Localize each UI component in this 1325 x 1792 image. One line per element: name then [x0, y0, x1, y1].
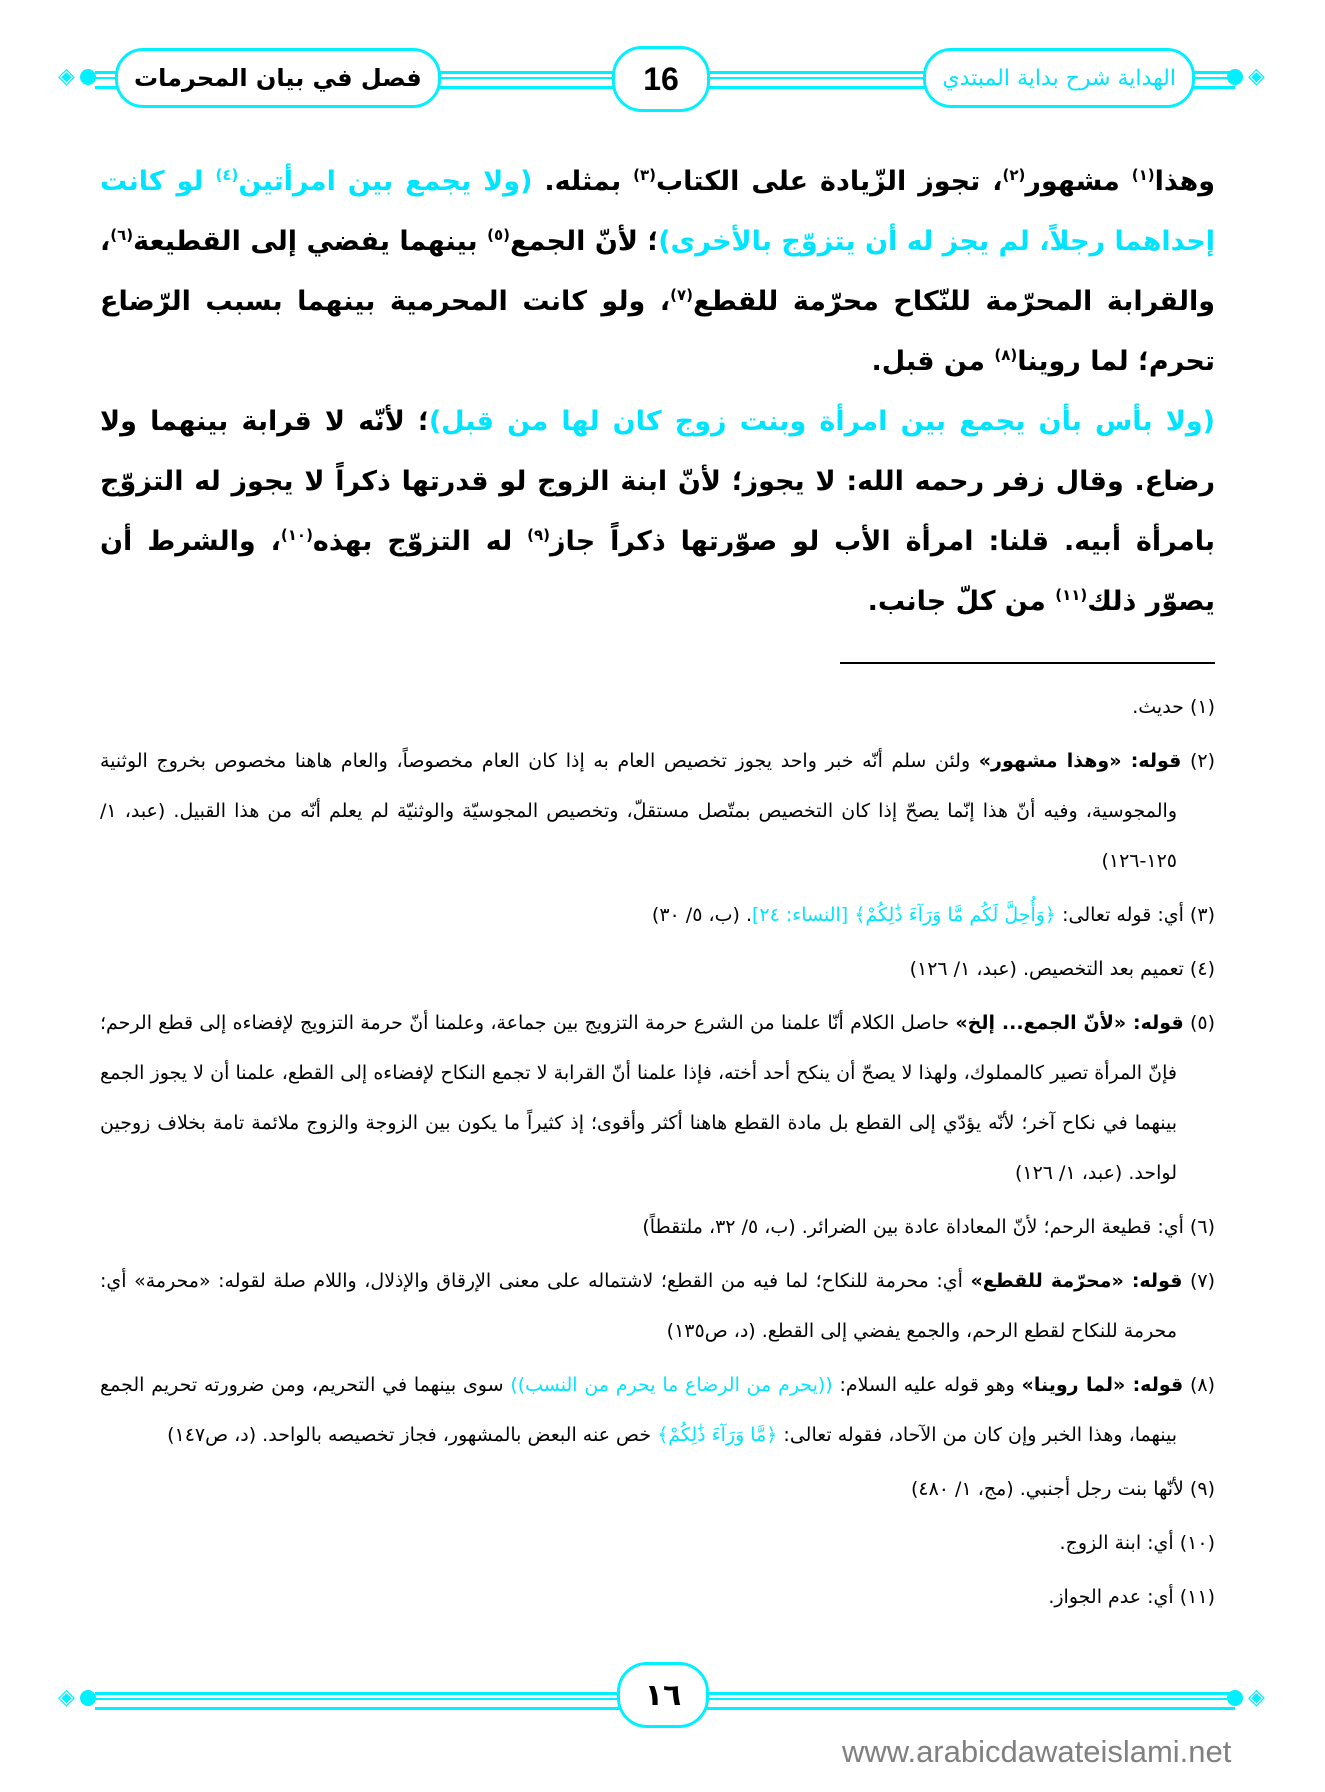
footnote	[100, 1256, 1215, 1356]
footnote-ref: (٦)	[110, 226, 134, 244]
footer-page-number: ١٦	[644, 1677, 682, 1713]
ornament-knot-icon	[80, 1690, 96, 1706]
footer-page-number-badge	[617, 1662, 709, 1728]
footnote-ref: (١)	[1131, 166, 1155, 184]
footnote-ref: (٨)	[994, 346, 1018, 364]
footnote	[100, 1572, 1215, 1622]
footnote-ref: (٩)	[527, 526, 551, 544]
highlighted-text: ((يحرم من الرضاع ما يحرم من النسب))	[510, 1374, 833, 1396]
text-segment: (٥)	[1183, 1012, 1216, 1034]
text-segment: (٤) تعميم بعد التخصيص. (عبد، ١/ ١٢٦)	[909, 958, 1215, 980]
text-segment: ؛ لأنّه لا قرابة بينهما ولا رضاع. وقال زفر رحمه الله: لا يجوز؛ لأنّ ابنة الزوج لو قدرتها ذكراً لا يجوز له التزوّج بامرأة أبيه. قلنا: امرأة الأب لو صوّرتها ذكراً جاز	[100, 406, 1215, 557]
text-segment: (٢)	[1181, 750, 1215, 772]
text-segment: مشهور	[1025, 166, 1132, 197]
footer-ornament	[0, 1662, 1325, 1792]
website-url: www.arabicdawateislami.net	[842, 1734, 1232, 1769]
text-segment: (١) حديث.	[1132, 696, 1215, 718]
footnote	[100, 736, 1215, 886]
text-segment: أي: محرمة للنكاح؛ لما فيه من القطع؛ لاشتماله على معنى الإرقاق والإذلال، واللام صلة لقوله: «محرمة» أي: محرمة للنكاح لقطع الرحم، والجمع يفضي إلى القطع. (د، ص١٣٥)	[100, 1270, 1177, 1342]
footnotes	[100, 682, 1215, 1622]
footnote	[100, 682, 1215, 732]
text-segment: (٨)	[1183, 1374, 1216, 1396]
bold-lemma: قوله: «لأنّ الجمع... إلخ»	[955, 1012, 1184, 1034]
bold-lemma: قوله: «محرّمة للقطع»	[970, 1270, 1183, 1292]
book-title: الهداية شرح بداية المبتدي	[942, 65, 1176, 91]
footnote	[100, 1202, 1215, 1252]
ornament-end-icon: ◈	[58, 1685, 75, 1710]
footnote-ref: (١١)	[1055, 586, 1088, 604]
ornament-knot-icon	[1227, 1690, 1243, 1706]
footnote	[100, 998, 1215, 1198]
text-segment: له التزوّج بهذه	[312, 526, 528, 557]
text-segment: بينهما يفضي إلى القطيعة	[133, 226, 488, 257]
text-segment: (١١) أي: عدم الجواز.	[1048, 1586, 1215, 1608]
text-segment: بمثله.	[532, 166, 634, 197]
text-segment: (٦) أي: قطيعة الرحم؛ لأنّ المعاداة عادة بين الضرائر. (ب، ٥/ ٣٢، ملتقطاً)	[642, 1216, 1215, 1238]
text-segment: (٣) أي: قوله تعالى:	[1056, 904, 1215, 926]
text-segment: من قبل.	[871, 346, 995, 377]
text-segment: (٧)	[1182, 1270, 1215, 1292]
footnote	[100, 944, 1215, 994]
footnote	[100, 1360, 1215, 1460]
highlighted-text: ﴿مَّا وَرَآءَ ذَٰلِكُمْ﴾	[657, 1424, 778, 1446]
text-segment: وهو قوله عليه السلام:	[832, 1374, 1022, 1396]
footnote-ref: (٣)	[633, 166, 657, 184]
highlighted-text: (ولا بأس بأن يجمع بين امرأة وبنت زوج كان لها من قبل)	[428, 406, 1215, 437]
footnote-ref: (٢)	[1002, 166, 1026, 184]
main-text	[100, 152, 1215, 632]
footnote-separator	[840, 662, 1215, 664]
text-segment: حاصل الكلام أنّا علمنا من الشرع حرمة التزويج بين جماعة، وعلمنا أنّ حرمة التزويج لإفضاءه إلى قطع الرحم؛ فإنّ المرأة تصير كالمملوك، ولهذا لا يصحّ أن ينكح أحد أخته، فإذا علمنا أنّ القرابة لا تجمع النكاح لإفضاءه إلى القطع، علمنا أن لا يجوز الجمع بينهما في نكاح آخر؛ لأنّه يؤدّي إلى القطع بل مادة القطع هاهنا أكثر وأقوى؛ إذ كثيراً ما يكون بين الزوجة والزوج ملائمة تامة بخلاف زوجين لواحد. (عبد، ١/ ١٢٦)	[100, 1012, 1177, 1184]
bold-lemma: قوله: «لما روينا»	[1021, 1374, 1184, 1396]
text-segment: ولئن سلم أنّه خبر واحد يجوز تخصيص العام به إذا كان العام مخصوصاً، والعام هاهنا مخصوص بخروج الوثنية والمجوسية، وفيه أنّ هذا إنّما يصحّ إذا كان التخصيص بمتّصل مستقلّ، وتخصيص المجوسيّة والوثنيّة لم يعلم أنّه من هذا القبيل. (عبد، ١/ ١٢٥-١٢٦)	[100, 750, 1177, 872]
footnote	[100, 890, 1215, 940]
text-segment: (١٠) أي: ابنة الزوج.	[1059, 1532, 1215, 1554]
footnote-ref: (٤)	[215, 166, 239, 184]
ornament-end-icon: ◈	[1248, 64, 1265, 89]
text-segment: ؛ لأنّ الجمع	[509, 226, 659, 257]
ornament-knot-icon	[1227, 69, 1243, 85]
footnote-ref: (١٠)	[280, 526, 313, 544]
text-segment: (٩) لأنّها بنت رجل أجنبي. (مج، ١/ ٤٨٠)	[910, 1478, 1215, 1500]
text-segment: ، والشرط أن يصوّر ذلك	[100, 526, 1215, 617]
bold-lemma: قوله: «وهذا مشهور»	[978, 750, 1182, 772]
page-number: 16	[643, 60, 679, 97]
text-segment: ، ولو كانت المحرمية بينهما بسبب الرّضاع تحرم؛ لما روينا	[100, 286, 1215, 377]
page-content	[58, 0, 1265, 1792]
ornament-end-icon: ◈	[58, 64, 75, 89]
ornament-end-icon: ◈	[1248, 1685, 1265, 1710]
highlighted-text: ﴿وَأُحِلَّ لَكُم مَّا وَرَآءَ ذَٰلِكُمْ﴾ [النساء: ٢٤]	[752, 904, 1057, 926]
chapter-title: فصل في بيان المحرمات	[134, 64, 422, 92]
paragraph	[100, 152, 1215, 392]
text-segment: وهذا	[1154, 166, 1215, 197]
text-segment: من كلّ جانب.	[867, 586, 1056, 617]
text-segment: خص عنه البعض بالمشهور، فجاز تخصيصه بالواحد. (د، ص١٤٧)	[167, 1424, 658, 1446]
highlighted-text: (ولا يجمع بين امرأتين	[238, 166, 533, 197]
text-segment: ، والقرابة المحرّمة للنّكاح محرّمة للقطع	[100, 226, 1215, 317]
footnote	[100, 1464, 1215, 1514]
text-segment: سوى بينهما في التحريم، ومن ضرورته تحريم الجمع بينهما، وهذا الخبر وإن كان من الآحاد، فقوله تعالى:	[100, 1374, 1177, 1446]
footnote	[100, 1518, 1215, 1568]
ornament-knot-icon	[80, 69, 96, 85]
footnote-ref: (٧)	[670, 286, 693, 304]
text-segment: . (ب، ٥/ ٣٠)	[651, 904, 752, 926]
text-segment: ، تجوز الزّيادة على الكتاب	[656, 166, 1003, 197]
highlighted-text: لو كانت إحداهما رجلاً، لم يجز له أن يتزوّج بالأخرى)	[100, 166, 1215, 257]
paragraph	[100, 392, 1215, 632]
footnote-ref: (٥)	[487, 226, 510, 244]
